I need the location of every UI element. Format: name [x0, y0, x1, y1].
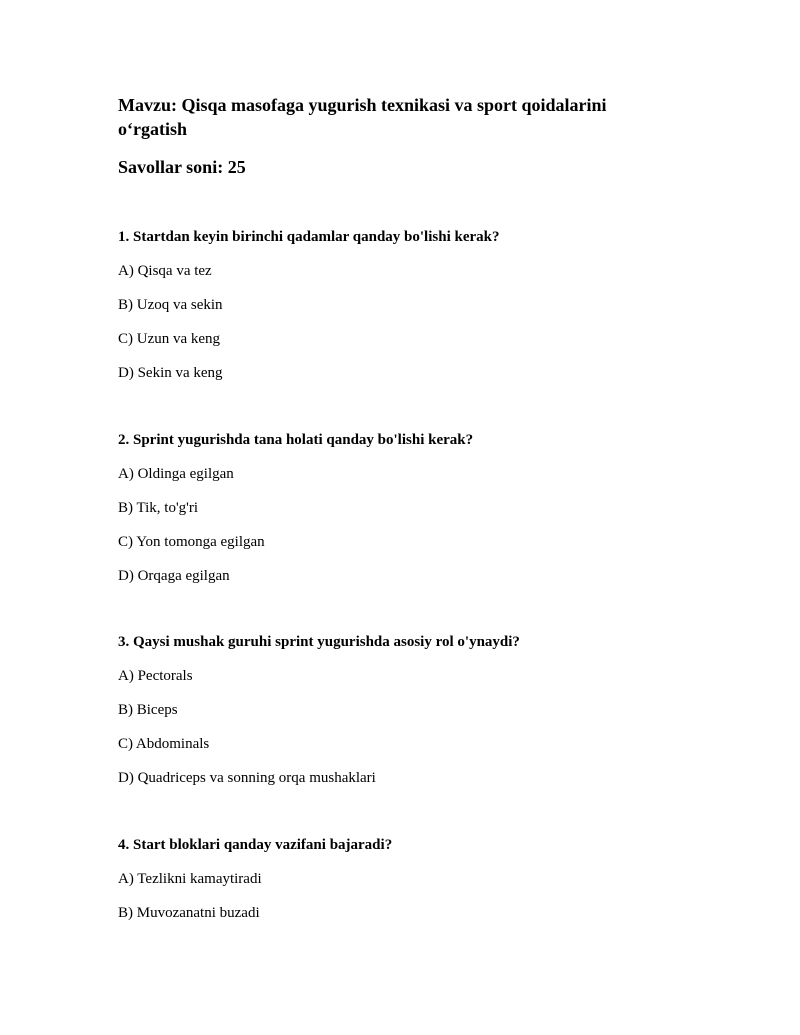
- question-text: 3. Qaysi mushak guruhi sprint yugurishda asosiy rol o'ynaydi?: [118, 634, 520, 650]
- option-b: B) Biceps: [118, 702, 178, 718]
- option-d: D) Orqaga egilgan: [118, 568, 230, 584]
- question-3: [118, 633, 718, 787]
- option-b: B) Uzoq va sekin: [118, 297, 223, 313]
- option-d: D) Quadriceps va sonning orqa mushaklari: [118, 770, 376, 786]
- option-c: C) Yon tomonga egilgan: [118, 534, 265, 550]
- question-text: 2. Sprint yugurishda tana holati qanday bo'lishi kerak?: [118, 432, 474, 448]
- question-2: [118, 431, 718, 585]
- option-b: B) Tik, to'g'ri: [118, 500, 199, 516]
- document-title: Mavzu: Qisqa masofaga yugurish texnikasi va sport qoidalarini o‘rgatish: [118, 95, 607, 139]
- option-a: A) Tezlikni kamaytiradi: [118, 871, 262, 887]
- option-d: D) Sekin va keng: [118, 365, 223, 381]
- question-text: 1. Startdan keyin birinchi qadamlar qanday bo'lishi kerak?: [118, 229, 500, 245]
- question-text: 4. Start bloklari qanday vazifani bajaradi?: [118, 837, 393, 853]
- question-1: [118, 228, 718, 382]
- question-4: [118, 836, 718, 922]
- question-count: Savollar soni: 25: [118, 157, 246, 177]
- option-c: C) Abdominals: [118, 736, 210, 752]
- option-a: A) Oldinga egilgan: [118, 466, 234, 482]
- option-a: A) Qisqa va tez: [118, 263, 212, 279]
- option-c: C) Uzun va keng: [118, 331, 221, 347]
- option-a: A) Pectorals: [118, 668, 193, 684]
- option-b: B) Muvozanatni buzadi: [118, 905, 260, 921]
